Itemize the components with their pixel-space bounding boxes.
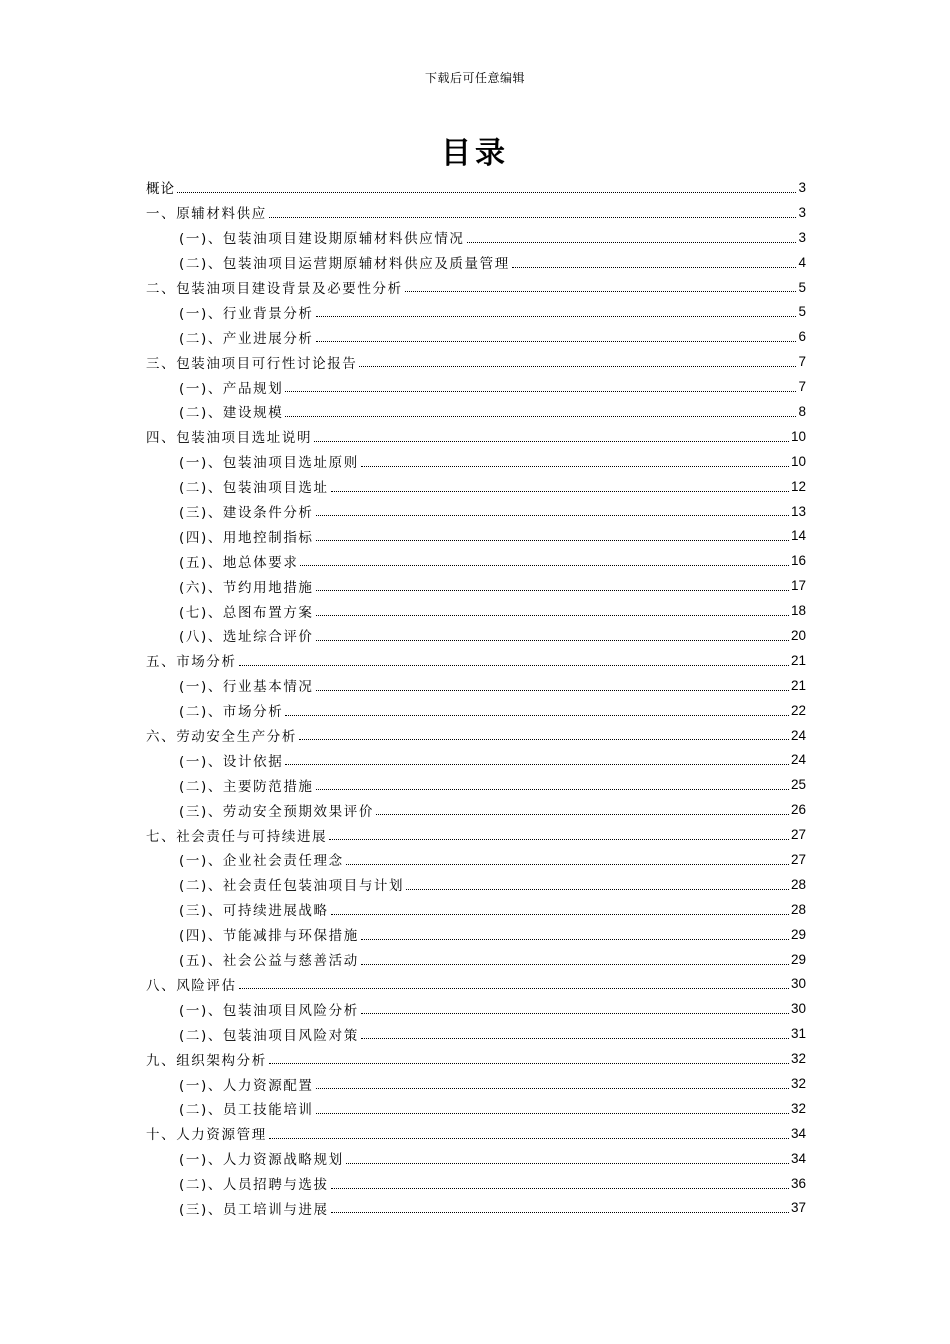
toc-entry-label: (一)、设计依据	[179, 753, 284, 770]
toc-entry-label: (一)、企业社会责任理念	[179, 853, 344, 870]
toc-entry[interactable]	[146, 449, 806, 474]
toc-leader-dots	[359, 365, 796, 367]
toc-leader-dots	[346, 863, 789, 865]
toc-leader-dots	[316, 315, 797, 317]
toc-entry[interactable]	[146, 1071, 806, 1096]
toc-entry-label: 六、劳动安全生产分析	[146, 729, 297, 746]
toc-leader-dots	[331, 1211, 789, 1213]
toc-leader-dots	[177, 191, 796, 193]
toc-entry-page: 27	[790, 851, 806, 867]
toc-leader-dots	[331, 490, 789, 492]
toc-entry-page: 3	[798, 229, 806, 245]
toc-entry-label: 概论	[146, 181, 175, 198]
toc-entry[interactable]	[146, 523, 806, 548]
toc-entry-page: 14	[790, 528, 806, 544]
toc-entry[interactable]	[146, 374, 806, 399]
toc-entry[interactable]	[146, 872, 806, 897]
toc-entry[interactable]	[146, 822, 806, 847]
toc-entry[interactable]	[146, 349, 806, 374]
toc-entry[interactable]	[146, 275, 806, 300]
toc-entry-page: 10	[790, 453, 806, 469]
toc-entry[interactable]	[146, 1046, 806, 1071]
toc-entry[interactable]	[146, 175, 806, 200]
toc-entry-label: (三)、建设条件分析	[179, 505, 314, 522]
toc-entry[interactable]	[146, 623, 806, 648]
toc-leader-dots	[316, 340, 797, 342]
toc-entry[interactable]	[146, 499, 806, 524]
toc-entry-page: 34	[790, 1125, 806, 1141]
toc-entry-label: 七、社会责任与可持续进展	[146, 828, 328, 845]
toc-entry-page: 18	[790, 603, 806, 619]
toc-entry-label: (一)、产品规划	[179, 380, 284, 397]
toc-leader-dots	[467, 241, 797, 243]
toc-entry-label: (一)、行业基本情况	[179, 679, 314, 696]
toc-entry[interactable]	[146, 698, 806, 723]
toc-entry-page: 36	[790, 1175, 806, 1191]
toc-entry-label: (二)、包装油项目运营期原辅材料供应及质量管理	[179, 256, 510, 273]
toc-leader-dots	[316, 539, 789, 541]
toc-entry-label: (二)、主要防范措施	[179, 778, 314, 795]
toc-leader-dots	[316, 1112, 789, 1114]
toc-entry-label: (五)、社会公益与慈善活动	[179, 953, 359, 970]
toc-entry-page: 29	[790, 926, 806, 942]
toc-entry-page: 22	[790, 702, 806, 718]
toc-entry-page: 12	[790, 478, 806, 494]
toc-leader-dots	[269, 1137, 789, 1139]
toc-entry-page: 21	[790, 677, 806, 693]
toc-entry[interactable]	[146, 299, 806, 324]
toc-entry-page: 21	[790, 652, 806, 668]
toc-leader-dots	[316, 689, 789, 691]
toc-entry-label: (三)、员工培训与进展	[179, 1201, 329, 1218]
toc-entry-label: 十、人力资源管理	[146, 1127, 267, 1144]
toc-entry[interactable]	[146, 225, 806, 250]
toc-entry[interactable]	[146, 772, 806, 797]
toc-entry-page: 13	[790, 503, 806, 519]
toc-entry-label: (一)、人力资源配置	[179, 1077, 314, 1094]
toc-entry[interactable]	[146, 548, 806, 573]
toc-entry[interactable]	[146, 250, 806, 275]
toc-entry-label: (四)、节能减排与环保措施	[179, 928, 359, 945]
toc-entry-label: (六)、节约用地措施	[179, 579, 314, 596]
toc-entry[interactable]	[146, 922, 806, 947]
toc-entry[interactable]	[146, 972, 806, 997]
toc-entry-label: (一)、行业背景分析	[179, 305, 314, 322]
toc-entry[interactable]	[146, 723, 806, 748]
toc-leader-dots	[269, 216, 797, 218]
toc-entry[interactable]	[146, 847, 806, 872]
toc-entry-label: 五、市场分析	[146, 654, 237, 671]
header-note: 下载后可任意编辑	[424, 71, 525, 85]
toc-entry[interactable]	[146, 424, 806, 449]
toc-leader-dots	[239, 987, 789, 989]
toc-leader-dots	[316, 639, 789, 641]
toc-entry-page: 32	[790, 1076, 806, 1091]
toc-entry-label: (三)、劳动安全预期效果评价	[179, 803, 374, 820]
toc-entry-page: 28	[790, 901, 806, 917]
toc-entry-page: 7	[798, 379, 806, 395]
toc-entry-label: (二)、员工技能培训	[179, 1102, 314, 1119]
toc-entry-label: (一)、包装油项目建设期原辅材料供应情况	[179, 231, 465, 248]
toc-leader-dots	[361, 963, 789, 965]
toc-entry-page: 10	[790, 428, 806, 444]
toc-entry-label: (三)、可持续进展战略	[179, 903, 329, 920]
toc-leader-dots	[316, 589, 789, 591]
toc-leader-dots	[331, 1187, 789, 1189]
toc-entry-page: 25	[790, 777, 806, 793]
toc-entry-page: 7	[798, 354, 806, 370]
toc-entry-page: 24	[790, 727, 806, 743]
toc-leader-dots	[361, 465, 789, 467]
toc-entry-label: (二)、建设规模	[179, 405, 284, 422]
toc-entry-page: 29	[790, 951, 806, 967]
toc-entry-page: 24	[790, 752, 806, 768]
toc-leader-dots	[329, 838, 789, 840]
toc-leader-dots	[376, 813, 789, 815]
toc-entry-label: (二)、市场分析	[179, 704, 284, 721]
toc-leader-dots	[316, 614, 789, 616]
toc-leader-dots	[316, 1087, 789, 1089]
toc-entry-page: 8	[798, 403, 806, 419]
toc-entry[interactable]	[146, 747, 806, 772]
toc-entry-label: 九、组织架构分析	[146, 1052, 267, 1069]
page-title: 目录	[441, 136, 509, 171]
toc-entry[interactable]	[146, 1121, 806, 1146]
toc-leader-dots	[269, 1062, 789, 1064]
toc-entry-page: 16	[790, 553, 806, 569]
toc-leader-dots	[361, 1012, 789, 1014]
toc-entry-label: (七)、总图布置方案	[179, 604, 314, 621]
toc-entry-label: (二)、产业进展分析	[179, 330, 314, 347]
toc-entry[interactable]	[146, 1021, 806, 1046]
toc-entry-label: (四)、用地控制指标	[179, 529, 314, 546]
toc-leader-dots	[285, 415, 796, 417]
toc-entry-page: 32	[790, 1100, 806, 1116]
toc-leader-dots	[314, 440, 789, 442]
toc-entry-label: (二)、包装油项目选址	[179, 480, 329, 497]
toc-entry[interactable]	[146, 996, 806, 1021]
toc-leader-dots	[361, 1037, 789, 1039]
toc-leader-dots	[331, 913, 789, 915]
toc-entry[interactable]	[146, 648, 806, 673]
toc-entry-label: (一)、人力资源战略规划	[179, 1152, 344, 1169]
toc-entry-page: 30	[790, 976, 806, 992]
toc-entry-page: 5	[798, 304, 806, 320]
toc-leader-dots	[405, 290, 797, 292]
toc-entry-page: 30	[790, 1001, 806, 1017]
toc-entry-page: 17	[790, 578, 806, 594]
toc-entry[interactable]	[146, 474, 806, 499]
toc-entry-label: 四、包装油项目选址说明	[146, 430, 313, 447]
toc-entry[interactable]	[146, 947, 806, 972]
toc-entry[interactable]	[146, 399, 806, 424]
toc-entry[interactable]	[146, 1146, 806, 1171]
toc-entry[interactable]	[146, 1096, 806, 1121]
toc-leader-dots	[316, 514, 789, 516]
toc-leader-dots	[361, 938, 789, 940]
toc-entry-page: 34	[790, 1150, 806, 1166]
toc-entry-label: 三、包装油项目可行性讨论报告	[146, 355, 358, 372]
toc-entry-label: (八)、选址综合评价	[179, 629, 314, 646]
toc-entry-page: 3	[798, 204, 806, 220]
toc-entry-label: (二)、社会责任包装油项目与计划	[179, 878, 405, 895]
toc-leader-dots	[285, 763, 789, 765]
toc-entry[interactable]	[146, 598, 806, 623]
toc-leader-dots	[316, 788, 789, 790]
toc-entry-label: (一)、包装油项目风险分析	[179, 1002, 359, 1019]
toc-entry[interactable]	[146, 673, 806, 698]
toc-entry-label: (二)、包装油项目风险对策	[179, 1027, 359, 1044]
toc-entry-label: (一)、包装油项目选址原则	[179, 455, 359, 472]
toc-leader-dots	[346, 1162, 789, 1164]
toc-entry[interactable]	[146, 797, 806, 822]
toc-leader-dots	[512, 266, 797, 268]
toc-entry-page: 5	[798, 279, 806, 295]
toc-leader-dots	[285, 390, 796, 392]
toc-entry-page: 3	[798, 179, 806, 195]
toc-entry-page: 4	[798, 254, 806, 270]
toc-entry[interactable]	[146, 1171, 806, 1196]
toc-leader-dots	[285, 714, 789, 716]
toc-entry-label: 八、风险评估	[146, 977, 237, 994]
toc-entry-label: 一、原辅材料供应	[146, 206, 267, 223]
toc-entry-page: 31	[790, 1026, 806, 1042]
toc-entry-page: 37	[790, 1200, 806, 1216]
toc-leader-dots	[239, 664, 789, 666]
table-of-contents	[146, 175, 806, 1220]
toc-entry-page: 6	[798, 329, 806, 345]
toc-entry-page: 32	[790, 1051, 806, 1067]
toc-entry-page: 27	[790, 827, 806, 843]
toc-entry-page: 26	[790, 802, 806, 818]
toc-entry[interactable]	[146, 324, 806, 349]
toc-entry-label: (五)、地总体要求	[179, 554, 299, 571]
toc-entry-label: (二)、人员招聘与选拔	[179, 1177, 329, 1194]
toc-entry[interactable]	[146, 897, 806, 922]
toc-entry-label: 二、包装油项目建设背景及必要性分析	[146, 281, 403, 297]
toc-entry[interactable]	[146, 200, 806, 225]
toc-entry[interactable]	[146, 573, 806, 598]
toc-entry-page: 20	[790, 627, 806, 643]
toc-leader-dots	[406, 888, 789, 890]
toc-leader-dots	[299, 738, 789, 740]
toc-leader-dots	[300, 564, 789, 566]
toc-entry[interactable]	[146, 1196, 806, 1221]
toc-entry-page: 28	[790, 876, 806, 892]
